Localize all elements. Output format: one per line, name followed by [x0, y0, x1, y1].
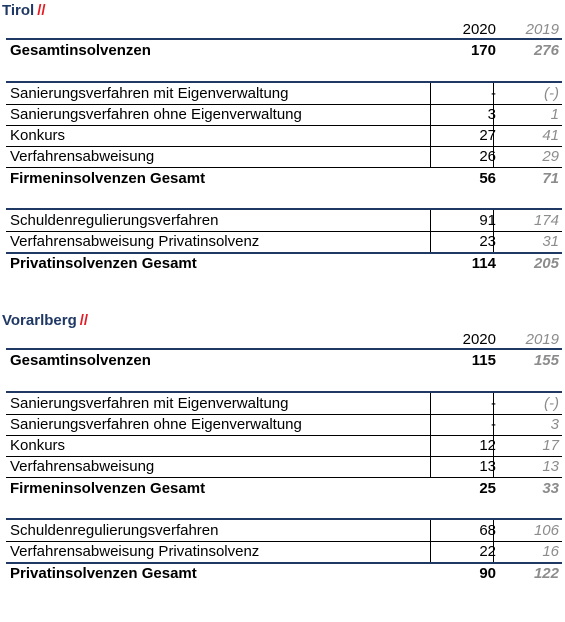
column-divider: [430, 541, 431, 563]
privat-row: [6, 231, 562, 253]
firmen-row-value-2019: 1: [550, 106, 559, 123]
column-divider: [430, 125, 431, 147]
privat-row-label: Verfahrensabweisung Privatinsolvenz: [10, 543, 260, 560]
privat-total-row-label: Privatinsolvenzen Gesamt: [10, 255, 197, 272]
gesamt-row: [6, 350, 562, 371]
firmen-row-label: Verfahrensabweisung: [10, 148, 155, 165]
firmen-total-row-label: Firmeninsolvenzen Gesamt: [10, 170, 206, 187]
firmen-row-value-2020: 26: [479, 148, 496, 165]
gesamt-row-value-2020: 115: [471, 352, 496, 369]
region-title: [2, 312, 88, 329]
gesamt-row-value-2020: 170: [470, 42, 496, 59]
region-slash: //: [37, 2, 46, 19]
gesamt-row-value-2019: 155: [533, 352, 559, 369]
firmen-row-value-2020: -: [491, 416, 496, 433]
region-name: Vorarlberg: [2, 312, 77, 329]
firmen-row: [6, 456, 562, 478]
firmen-row: [6, 83, 562, 105]
firmen-row-value-2020: 13: [479, 458, 496, 475]
privat-row-value-2020: 91: [479, 212, 496, 229]
year-header: [6, 21, 562, 39]
firmen-row-label: Verfahrensabweisung: [10, 458, 155, 475]
year-prior: 2019: [525, 331, 559, 348]
privat-total-row-value-2020: 90: [479, 565, 496, 582]
column-divider: [430, 456, 431, 478]
privat-row: [6, 520, 562, 542]
privat-row-label: Schuldenregulierungsverfahren: [10, 212, 219, 229]
privat-total-row-value-2019: 205: [533, 255, 559, 272]
privat-row: [6, 210, 562, 232]
column-divider: [430, 393, 431, 415]
firmen-row-value-2019: 17: [542, 437, 559, 454]
firmen-total-row-value-2019: 71: [542, 170, 559, 187]
firmen-row-label: Sanierungsverfahren mit Eigenverwaltung: [10, 395, 289, 412]
firmen-row-value-2020: -: [491, 395, 496, 412]
gesamt-row-value-2019: 276: [533, 42, 559, 59]
column-divider: [493, 125, 494, 147]
privat-row-label: Schuldenregulierungsverfahren: [10, 522, 219, 539]
column-divider: [493, 520, 494, 542]
column-divider: [493, 541, 494, 563]
column-divider: [430, 210, 431, 232]
privat-row-value-2019: 174: [533, 212, 559, 229]
year-prior: 2019: [525, 21, 559, 38]
privat-total-row-value-2020: 114: [471, 255, 496, 272]
firmen-row-value-2019: (-): [544, 85, 559, 102]
firmen-total-row: [6, 168, 562, 189]
year-current: 2020: [462, 331, 496, 348]
firmen-row: [6, 104, 562, 126]
firmen-row-value-2019: 3: [550, 416, 559, 433]
firmen-row-value-2020: 12: [479, 437, 496, 454]
region-slash: //: [79, 312, 89, 329]
firmen-row: [6, 414, 562, 436]
privat-row-value-2019: 16: [542, 543, 559, 560]
column-divider: [430, 146, 431, 168]
gesamt-row-label: Gesamtinsolvenzen: [10, 42, 151, 59]
column-divider: [430, 231, 431, 253]
column-divider: [493, 231, 494, 253]
firmen-row: [6, 125, 562, 147]
privat-total-row-label: Privatinsolvenzen Gesamt: [10, 565, 197, 582]
column-divider: [430, 435, 431, 457]
gesamt-row: [6, 40, 562, 61]
privat-row-value-2019: 106: [533, 522, 559, 539]
column-divider: [430, 414, 431, 436]
firmen-row-label: Konkurs: [10, 437, 66, 454]
column-divider: [493, 83, 494, 105]
firmen-row: [6, 393, 562, 415]
privat-row-label: Verfahrensabweisung Privatinsolvenz: [10, 233, 260, 250]
vorarlberg-section: [0, 310, 565, 620]
firmen-row-value-2020: -: [491, 85, 496, 102]
year-current: 2020: [462, 21, 496, 38]
firmen-total-row-label: Firmeninsolvenzen Gesamt: [10, 480, 206, 497]
column-divider: [493, 414, 494, 436]
firmen-row-value-2019: (-): [544, 395, 559, 412]
firmen-row-value-2019: 29: [542, 148, 559, 165]
privat-row: [6, 541, 562, 563]
column-divider: [493, 210, 494, 232]
firmen-row-label: Sanierungsverfahren mit Eigenverwaltung: [10, 85, 289, 102]
firmen-total-row-value-2020: 56: [479, 170, 496, 187]
privat-total-row: [6, 253, 562, 274]
firmen-total-row-value-2019: 33: [542, 480, 559, 497]
firmen-row-value-2019: 13: [542, 458, 559, 475]
region-title: [2, 2, 46, 19]
privat-total-row: [6, 563, 562, 584]
privat-row-value-2019: 31: [542, 233, 559, 250]
column-divider: [430, 83, 431, 105]
gesamt-row-label: Gesamtinsolvenzen: [10, 352, 151, 369]
column-divider: [430, 520, 431, 542]
tirol-section: [0, 0, 565, 310]
firmen-row-label: Sanierungsverfahren ohne Eigenverwaltung: [10, 106, 302, 123]
firmen-row-label: Sanierungsverfahren ohne Eigenverwaltung: [10, 416, 302, 433]
firmen-total-row-value-2020: 25: [479, 480, 496, 497]
column-divider: [493, 456, 494, 478]
firmen-row-value-2020: 3: [487, 106, 496, 123]
firmen-row-value-2020: 27: [479, 127, 496, 144]
column-divider: [493, 104, 494, 126]
firmen-row: [6, 146, 562, 168]
firmen-row: [6, 435, 562, 457]
column-divider: [493, 435, 494, 457]
firmen-row-value-2019: 41: [542, 127, 559, 144]
firmen-total-row: [6, 478, 562, 499]
year-header: [6, 331, 562, 349]
privat-row-value-2020: 22: [479, 543, 496, 560]
column-divider: [493, 393, 494, 415]
column-divider: [430, 104, 431, 126]
firmen-row-label: Konkurs: [10, 127, 66, 144]
privat-total-row-value-2019: 122: [533, 565, 559, 582]
region-name: Tirol: [2, 2, 35, 19]
privat-row-value-2020: 68: [479, 522, 496, 539]
column-divider: [493, 146, 494, 168]
privat-row-value-2020: 23: [479, 233, 496, 250]
